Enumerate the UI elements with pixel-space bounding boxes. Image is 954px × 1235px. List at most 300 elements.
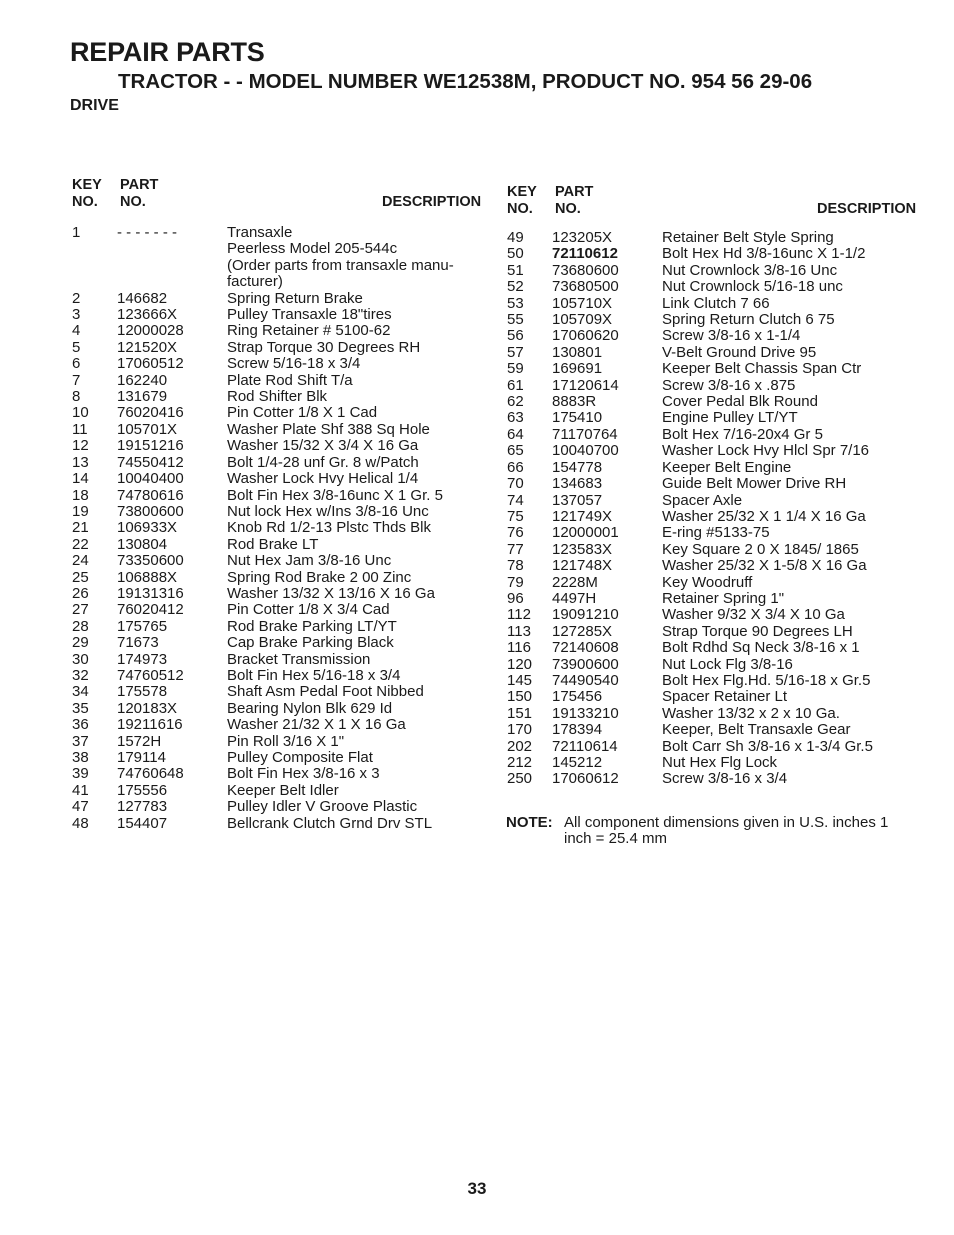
key-no: 150 (507, 688, 533, 706)
table-row (507, 575, 907, 591)
key-no: 77 (507, 540, 524, 558)
part-no: 146682 (117, 289, 168, 307)
part-description: Bellcrank Clutch Grnd Drv STL (227, 814, 433, 832)
part-no: 130801 (552, 343, 603, 361)
key-no: 11 (72, 420, 88, 438)
part-no: 8883R (552, 393, 597, 411)
key-no: 74 (507, 491, 524, 509)
part-no: 162240 (117, 371, 168, 389)
table-row (72, 258, 472, 291)
key-no: 34 (72, 683, 89, 701)
key-no: 70 (507, 475, 524, 493)
part-description: Bolt Fin Hex 5/16-18 x 3/4 (227, 666, 401, 684)
key-no: 53 (507, 294, 524, 312)
part-description: (Order parts from transaxle manu-facturer) (227, 256, 454, 291)
part-description: Keeper Belt Idler (227, 781, 339, 799)
part-description: Key Woodruff (662, 573, 753, 591)
part-description: Washer Plate Shf 388 Sq Hole (227, 420, 430, 438)
part-no: 174973 (117, 650, 168, 668)
table-row (507, 657, 907, 673)
table-row (72, 471, 472, 487)
part-description: Retainer Belt Style Spring (662, 229, 834, 246)
part-description: Screw 5/16-18 x 3/4 (227, 355, 361, 373)
table-row (72, 455, 472, 471)
table-row (507, 525, 907, 541)
key-no: 30 (72, 650, 89, 668)
part-description: Bolt Hex 7/16-20x4 Gr 5 (662, 425, 823, 443)
part-description: Washer 13/32 X 13/16 X 16 Ga (227, 584, 435, 602)
table-row (507, 673, 907, 689)
table-row (72, 619, 472, 635)
table-row (72, 537, 472, 553)
part-description: Washer 9/32 X 3/4 X 10 Ga (662, 606, 845, 624)
part-no: 73680500 (552, 278, 619, 296)
part-no-header (555, 184, 593, 218)
key-no: 113 (507, 622, 531, 640)
table-row (72, 783, 472, 799)
table-row (507, 689, 907, 705)
part-description: E-ring #5133-75 (662, 524, 770, 542)
part-description: Screw 3/8-16 x 3/4 (662, 770, 788, 788)
table-row (72, 356, 472, 372)
key-no: 35 (72, 699, 89, 717)
table-row (72, 488, 472, 504)
part-description: Bolt Rdhd Sq Neck 3/8-16 x 1 (662, 639, 860, 657)
table-row (72, 241, 472, 257)
key-no: 4 (72, 322, 81, 340)
part-no: 105710X (552, 294, 613, 312)
table-row (507, 493, 907, 509)
key-no: 3 (72, 306, 81, 324)
part-no: 137057 (552, 491, 603, 509)
table-row (507, 394, 907, 410)
part-description: Spring Rod Brake 2 00 Zinc (227, 568, 412, 586)
part-description: Washer 21/32 X 1 X 16 Ga (227, 716, 406, 734)
table-row (507, 460, 907, 476)
part-no: 17060620 (552, 327, 619, 345)
dimensions-note (506, 815, 906, 847)
key-no: 32 (72, 666, 89, 684)
part-no: 71673 (117, 634, 159, 652)
part-description: Bolt Fin Hex 3/8-16 x 3 (227, 765, 380, 783)
part-description: Guide Belt Mower Drive RH (662, 475, 847, 493)
part-description: Retainer Spring 1" (662, 589, 785, 607)
part-no: 127783 (117, 798, 168, 816)
table-row (72, 373, 472, 389)
part-description: Nut Hex Jam 3/8-16 Unc (227, 552, 392, 570)
table-row (507, 640, 907, 656)
table-row (72, 553, 472, 569)
part-description: Keeper, Belt Transaxle Gear (662, 721, 851, 739)
table-row (72, 717, 472, 733)
part-no: 19151216 (117, 437, 184, 455)
table-header (72, 177, 482, 217)
key-no: 212 (507, 754, 533, 771)
key-no: 56 (507, 327, 524, 345)
key-no: 37 (72, 732, 89, 750)
key-no: 38 (72, 749, 89, 766)
description-header: DESCRIPTION (817, 201, 917, 217)
key-no: 55 (507, 311, 524, 329)
part-no: 73350600 (117, 552, 184, 570)
part-description: Shaft Asm Pedal Foot Nibbed (227, 683, 424, 701)
key-no: 145 (507, 671, 533, 689)
table-row (507, 410, 907, 426)
key-no: 96 (507, 589, 524, 607)
table-row (72, 504, 472, 520)
table-row (72, 438, 472, 454)
part-no: 72110614 (552, 737, 618, 755)
part-no: 73800600 (117, 502, 184, 520)
part-header-line1: PART (555, 184, 594, 200)
key-no-header (72, 177, 102, 211)
table-row (507, 755, 907, 771)
key-no: 19 (72, 502, 89, 520)
table-row (72, 291, 472, 307)
key-no: 26 (72, 584, 89, 602)
part-description: Bolt 1/4-28 unf Gr. 8 w/Patch (227, 453, 419, 471)
part-description: Spring Return Brake (227, 289, 363, 307)
part-no: 130804 (117, 535, 168, 553)
part-no: 76020412 (117, 601, 184, 619)
part-no: 121748X (552, 557, 613, 575)
part-description: Plate Rod Shift T/a (227, 371, 353, 389)
part-no: 74490540 (552, 671, 619, 689)
key-no: 6 (72, 355, 81, 373)
part-no: 105701X (117, 420, 178, 438)
table-row (507, 706, 907, 722)
key-no: 39 (72, 765, 89, 783)
part-description: Rod Brake Parking LT/YT (227, 617, 397, 635)
part-description: Washer 13/32 x 2 x 10 Ga. (662, 704, 840, 722)
part-description: Pulley Composite Flat (227, 749, 373, 766)
part-description: Screw 3/8-16 x 1-1/4 (662, 327, 801, 345)
table-row (72, 602, 472, 618)
part-no: 106933X (117, 519, 178, 537)
part-description: Bolt Carr Sh 3/8-16 x 1-3/4 Gr.5 (662, 737, 873, 755)
parts-list-right (507, 230, 907, 788)
key-no: 65 (507, 442, 524, 460)
table-row (507, 739, 907, 755)
part-description: Rod Brake LT (227, 535, 319, 553)
key-header-line2: NO. (507, 201, 533, 217)
part-description: Nut Lock Flg 3/8-16 (662, 655, 793, 673)
part-description: Bearing Nylon Blk 629 Id (227, 699, 393, 717)
key-no: 7 (72, 371, 81, 389)
part-description: Spacer Axle (662, 491, 743, 509)
table-row (72, 799, 472, 815)
part-no: 19211616 (117, 716, 183, 734)
key-no: 52 (507, 278, 524, 296)
part-no: 121520X (117, 338, 178, 356)
table-row (72, 307, 472, 323)
part-no: 105709X (552, 311, 613, 329)
key-header-line2: NO. (72, 194, 98, 210)
table-row (507, 296, 907, 312)
part-no: 169691 (552, 360, 603, 378)
part-no: 73900600 (552, 655, 619, 673)
part-no: 145212 (552, 754, 603, 771)
part-no: 123583X (552, 540, 613, 558)
part-no-header (120, 177, 158, 211)
table-row (72, 389, 472, 405)
part-description: Rod Shifter Blk (227, 388, 328, 406)
part-no: 4497H (552, 589, 597, 607)
part-description: Keeper Belt Chassis Span Ctr (662, 360, 862, 378)
part-description: Washer 15/32 X 3/4 X 16 Ga (227, 437, 419, 455)
part-no: 12000001 (552, 524, 619, 542)
part-no: 19131316 (117, 584, 184, 602)
part-no: 175578 (117, 683, 168, 701)
key-no: 25 (72, 568, 89, 586)
part-no: 175456 (552, 688, 603, 706)
part-no: 10040700 (552, 442, 619, 460)
table-row (72, 422, 472, 438)
key-no: 79 (507, 573, 524, 591)
key-no: 51 (507, 261, 524, 279)
part-description: Nut Crownlock 5/16-18 unc (662, 278, 843, 296)
part-no: 179114 (117, 749, 166, 766)
part-no: 154407 (117, 814, 168, 832)
key-no: 24 (72, 552, 89, 570)
part-header-line1: PART (120, 177, 159, 193)
key-no: 66 (507, 458, 524, 476)
part-description: Nut Crownlock 3/8-16 Unc (662, 261, 838, 279)
part-no: 17060612 (552, 770, 619, 788)
part-no: 76020416 (117, 404, 184, 422)
part-no: 74760648 (117, 765, 184, 783)
part-no: 120183X (117, 699, 178, 717)
key-no: 116 (507, 639, 531, 657)
part-no: 123666X (117, 306, 178, 324)
part-no: 178394 (552, 721, 603, 739)
table-row (72, 701, 472, 717)
part-description: V-Belt Ground Drive 95 (662, 343, 817, 361)
key-no: 21 (72, 519, 89, 537)
part-no: 106888X (117, 568, 178, 586)
key-no: 48 (72, 814, 89, 832)
note-text: All component dimensions given in U.S. inches 1 inch = 25.4 mm (564, 814, 889, 847)
part-description: Nut lock Hex w/Ins 3/8-16 Unc (227, 502, 429, 520)
part-no: 10040400 (117, 470, 184, 488)
key-no: 57 (507, 343, 524, 361)
part-no: 17120614 (552, 376, 619, 394)
table-row (507, 263, 907, 279)
table-row (72, 520, 472, 536)
table-row (72, 225, 472, 241)
key-no: 27 (72, 601, 89, 619)
part-no: 19133210 (552, 704, 619, 722)
key-no: 61 (507, 376, 524, 394)
description-header: DESCRIPTION (382, 194, 482, 210)
key-no: 202 (507, 737, 533, 755)
table-row (72, 734, 472, 750)
part-no: 121749X (552, 507, 613, 525)
part-no: 175765 (117, 617, 168, 635)
parts-table-right (507, 184, 917, 788)
key-no: 10 (72, 404, 89, 422)
key-header-line1: KEY (507, 184, 537, 200)
part-description: Spacer Retainer Lt (662, 688, 788, 706)
key-no: 29 (72, 634, 89, 652)
part-description: Cover Pedal Blk Round (662, 393, 818, 411)
part-description: Bracket Transmission (227, 650, 371, 668)
part-description: Bolt Hex Flg.Hd. 5/16-18 x Gr.5 (662, 671, 871, 689)
key-no: 151 (507, 704, 533, 722)
table-row (507, 328, 907, 344)
key-no: 75 (507, 507, 524, 525)
part-no: 12000028 (117, 322, 184, 340)
key-no: 76 (507, 524, 524, 542)
part-description: Peerless Model 205-544c (227, 240, 398, 258)
table-row (72, 635, 472, 651)
key-no: 12 (72, 437, 89, 455)
part-no: 175410 (552, 409, 603, 427)
part-description: Ring Retainer # 5100-62 (227, 322, 391, 340)
table-row (72, 586, 472, 602)
part-no: 19091210 (552, 606, 619, 624)
key-no: 13 (72, 453, 89, 471)
table-row (507, 279, 907, 295)
key-no: 112 (507, 606, 531, 624)
key-no: 1 (72, 224, 81, 241)
part-no: 134683 (552, 475, 603, 493)
part-description: Cap Brake Parking Black (227, 634, 394, 652)
part-description: Strap Torque 90 Degrees LH (662, 622, 853, 640)
table-row (507, 624, 907, 640)
part-no: 17060512 (117, 355, 184, 373)
part-description: Bolt Hex Hd 3/8-16unc X 1-1/2 (662, 245, 866, 263)
table-row (507, 443, 907, 459)
table-row (72, 405, 472, 421)
key-no: 14 (72, 470, 89, 488)
table-row (72, 750, 472, 766)
table-row (507, 312, 907, 328)
part-no: 154778 (552, 458, 603, 476)
part-no: 2228M (552, 573, 598, 591)
table-row (72, 570, 472, 586)
table-row (507, 476, 907, 492)
part-description: Pin Roll 3/16 X 1" (227, 732, 345, 750)
part-description: Pulley Transaxle 18"tires (227, 306, 392, 324)
key-no: 50 (507, 245, 524, 263)
table-row (72, 323, 472, 339)
table-row (72, 816, 472, 832)
part-description: Pin Cotter 1/8 X 3/4 Cad (227, 601, 390, 619)
part-no: 72110612 (552, 245, 618, 263)
table-row (507, 542, 907, 558)
part-no: 71170764 (552, 425, 618, 443)
part-description: Screw 3/8-16 x .875 (662, 376, 796, 394)
key-no: 22 (72, 535, 89, 553)
table-row (507, 378, 907, 394)
key-no: 64 (507, 425, 524, 443)
table-row (507, 722, 907, 738)
table-row (507, 345, 907, 361)
part-header-line2: NO. (555, 201, 581, 217)
table-row (507, 361, 907, 377)
table-row (507, 427, 907, 443)
part-no: - - - - - - - (117, 224, 177, 241)
note-label: NOTE: (506, 814, 553, 831)
part-description: Washer 25/32 X 1-5/8 X 16 Ga (662, 557, 867, 575)
part-description: Spring Return Clutch 6 75 (662, 311, 835, 329)
part-no: 74780616 (117, 486, 184, 504)
key-no: 63 (507, 409, 524, 427)
key-no: 8 (72, 388, 81, 406)
part-no: 175556 (117, 781, 168, 799)
part-description: Keeper Belt Engine (662, 458, 792, 476)
table-row (507, 509, 907, 525)
part-description: Pin Cotter 1/8 X 1 Cad (227, 404, 378, 422)
part-description: Pulley Idler V Groove Plastic (227, 798, 418, 816)
key-no: 41 (72, 781, 89, 799)
key-no: 78 (507, 557, 524, 575)
table-row (507, 558, 907, 574)
table-row (72, 652, 472, 668)
part-description: Transaxle (227, 224, 293, 241)
part-description: Washer Lock Hvy Hlcl Spr 7/16 (662, 442, 870, 460)
page-subtitle: TRACTOR - - MODEL NUMBER WE12538M, PRODUCT NO. 954 56 29-06 (118, 70, 813, 93)
part-no: 74760512 (117, 666, 184, 684)
parts-list-left (72, 225, 472, 832)
part-description: Washer 25/32 X 1 1/4 X 16 Ga (662, 507, 866, 525)
key-no: 28 (72, 617, 89, 635)
table-row (72, 340, 472, 356)
part-description: Link Clutch 7 66 (662, 294, 770, 312)
part-no: 1572H (117, 732, 162, 750)
key-no: 59 (507, 360, 524, 378)
part-description: Nut Hex Flg Lock (662, 754, 778, 771)
key-no: 49 (507, 229, 524, 246)
part-no: 72140608 (552, 639, 619, 657)
key-no: 5 (72, 338, 81, 356)
part-no: 131679 (117, 388, 168, 406)
table-row (507, 591, 907, 607)
key-no: 2 (72, 289, 81, 307)
part-no: 74550412 (117, 453, 184, 471)
part-header-line2: NO. (120, 194, 146, 210)
key-no: 120 (507, 655, 533, 673)
key-no-header (507, 184, 537, 218)
part-description: Strap Torque 30 Degrees RH (227, 338, 421, 356)
page-title: REPAIR PARTS (70, 37, 265, 67)
table-row (507, 230, 907, 246)
key-no: 18 (72, 486, 89, 504)
table-row (72, 684, 472, 700)
part-no: 73680600 (552, 261, 619, 279)
part-description: Washer Lock Hvy Helical 1/4 (227, 470, 419, 488)
part-description: Engine Pulley LT/YT (662, 409, 798, 427)
key-header-line1: KEY (72, 177, 102, 193)
table-row (507, 771, 907, 787)
part-description: Bolt Fin Hex 3/8-16unc X 1 Gr. 5 (227, 486, 443, 504)
section-heading: DRIVE (70, 97, 119, 114)
page-number: 33 (467, 1179, 487, 1198)
part-description: Knob Rd 1/2-13 Plstc Thds Blk (227, 519, 431, 537)
key-no: 170 (507, 721, 533, 739)
key-no: 250 (507, 770, 533, 788)
part-no: 123205X (552, 229, 613, 246)
table-row (72, 766, 472, 782)
key-no: 47 (72, 798, 89, 816)
table-row (72, 668, 472, 684)
key-no: 62 (507, 393, 524, 411)
parts-table-left (72, 177, 482, 832)
table-header (507, 184, 917, 224)
table-row (507, 607, 907, 623)
key-no: 36 (72, 716, 89, 734)
